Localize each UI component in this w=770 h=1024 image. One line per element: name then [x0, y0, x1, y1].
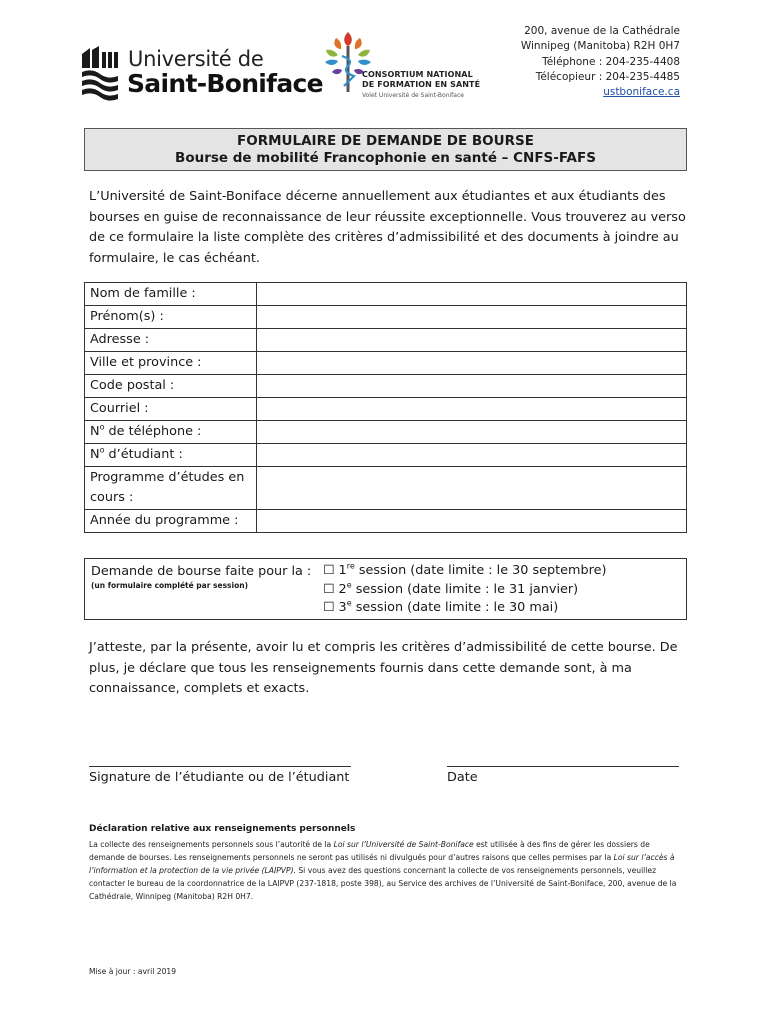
address-field[interactable] [257, 329, 687, 352]
table-row [85, 398, 687, 421]
phone-field[interactable] [257, 421, 687, 444]
table-row [85, 510, 687, 533]
session-option-1[interactable] [323, 562, 606, 581]
address-label: Adresse : [85, 329, 257, 352]
date-line[interactable] [447, 766, 679, 767]
table-row [85, 421, 687, 444]
program-year-label: Année du programme : [85, 510, 257, 533]
consortium-subtitle: Volet Université de Saint-Boniface [362, 92, 464, 99]
student-label-prefix: N [90, 447, 100, 462]
privacy-text-part3: Si vous avez des questions concernant la collecte de vos renseignements personnels, veuillez contacter le bureau de la coordonnatrice de la LAIPVP (237-1818, poste 398), au Service des archives de l’Université de Saint-Boniface, 200, avenue de la Cathédrale, Winnipeg (Manitoba) R2H 0H7. [89, 866, 677, 901]
session-1-number: 1 [334, 563, 347, 578]
last-name-field[interactable] [257, 283, 687, 306]
program-label: Programme d’études en cours : [85, 467, 257, 510]
student-label-text: d’étudiant : [104, 447, 183, 462]
session-2-number: 2 [334, 581, 347, 597]
phone-label-prefix: N [90, 424, 100, 439]
address-fax: Télécopieur : 204-235-4485 [535, 70, 680, 83]
form-title: FORMULAIRE DE DEMANDE DE BOURSE [237, 133, 534, 149]
last-updated: Mise à jour : avril 2019 [89, 967, 177, 976]
session-2-text: session (date limite : le 31 janvier) [351, 581, 579, 597]
student-label-sup: o [99, 445, 105, 455]
student-number-label [85, 444, 257, 467]
privacy-title: Déclaration relative aux renseignements personnels [89, 824, 356, 834]
consortium-name-line1: CONSORTIUM NATIONAL [362, 70, 473, 79]
university-crest-icon [80, 46, 122, 102]
university-logo [80, 44, 323, 104]
first-name-field[interactable] [257, 306, 687, 329]
applicant-info-table [84, 282, 687, 533]
university-name-line2: Saint-Boniface [127, 69, 323, 98]
privacy-law-name: Loi sur l’Université de Saint-Boniface [333, 840, 474, 849]
session-1-text: session (date limite : le 30 septembre) [354, 563, 607, 578]
checkbox-icon[interactable]: ☐ [323, 600, 335, 616]
session-option-3[interactable] [323, 599, 606, 618]
last-name-label: Nom de famille : [85, 283, 257, 306]
address-city: Winnipeg (Manitoba) R2H 0H7 [520, 40, 680, 53]
privacy-text [89, 838, 687, 903]
table-row [85, 306, 687, 329]
session-3-text: session (date limite : le 30 mai) [351, 600, 559, 616]
phone-label [85, 421, 257, 444]
session-1-sup: re [346, 561, 355, 571]
consortium-logo [322, 30, 482, 102]
attestation-paragraph: J’atteste, par la présente, avoir lu et compris les critères d’admissibilité de cette bourse. De plus, je déclare que tous les renseignements fournis dans cette demande sont, à ma connaissance, complets et exacts. [89, 640, 678, 696]
session-options [323, 562, 606, 618]
table-row [85, 352, 687, 375]
form-subtitle: Bourse de mobilité Francophonie en santé – CNFS-FAFS [175, 150, 596, 166]
session-option-2[interactable] [323, 581, 606, 600]
postal-code-label: Code postal : [85, 375, 257, 398]
checkbox-icon[interactable]: ☐ [323, 581, 335, 597]
address-street: 200, avenue de la Cathédrale [524, 25, 680, 37]
city-province-field[interactable] [257, 352, 687, 375]
table-row [85, 283, 687, 306]
session-selection-box [84, 558, 687, 620]
date-label: Date [447, 770, 478, 785]
session-note: (un formulaire complété par session) [91, 581, 249, 590]
session-label: Demande de bourse faite pour la : [91, 564, 312, 579]
university-address [521, 24, 680, 100]
city-province-label: Ville et province : [85, 352, 257, 375]
session-2-sup: e [346, 580, 352, 590]
checkbox-icon[interactable]: ☐ [323, 563, 335, 578]
intro-paragraph: L’Université de Saint-Boniface décerne annuellement aux étudiantes et aux étudiants des bourses en guise de reconnaissance de leur réussite exceptionnelle. Vous trouverez au verso de ce formulaire la liste complète des critères d’admissibilité et des documents à joindre au formulaire, le cas échéant. [89, 189, 686, 266]
form-title-box [84, 128, 687, 171]
table-row [85, 329, 687, 352]
email-label: Courriel : [85, 398, 257, 421]
program-field[interactable] [257, 467, 687, 510]
table-row [85, 444, 687, 467]
address-phone: Téléphone : 204-235-4408 [542, 55, 680, 68]
signature-label: Signature de l’étudiante ou de l’étudiant [89, 770, 350, 785]
phone-label-text: de téléphone : [104, 424, 202, 439]
privacy-text-part1: La collecte des renseignements personnels sous l’autorité de la [89, 840, 334, 849]
program-year-field[interactable] [257, 510, 687, 533]
phone-label-sup: o [99, 422, 105, 432]
student-number-field[interactable] [257, 444, 687, 467]
privacy-act-name: Loi sur l’accès à l’information et la protection de la vie privée (LAIPVP). [89, 853, 675, 875]
website-link[interactable]: ustboniface.ca [603, 86, 680, 99]
postal-code-field[interactable] [257, 375, 687, 398]
university-name-line1: Université de [128, 47, 264, 71]
consortium-name-line2: DE FORMATION EN SANTÉ [362, 80, 481, 89]
signature-line[interactable] [89, 766, 351, 767]
email-field[interactable] [257, 398, 687, 421]
privacy-text-part2: est utilisée à des fins de gérer les dossiers de demande de bourses. Les renseignements personnels ne seront pas utilisés ni divulgués pour d’autres raisons que celles permises par la [89, 840, 650, 862]
table-row [85, 375, 687, 398]
first-name-label: Prénom(s) : [85, 306, 257, 329]
table-row [85, 467, 687, 510]
session-3-sup: e [346, 599, 352, 609]
session-3-number: 3 [334, 600, 347, 616]
